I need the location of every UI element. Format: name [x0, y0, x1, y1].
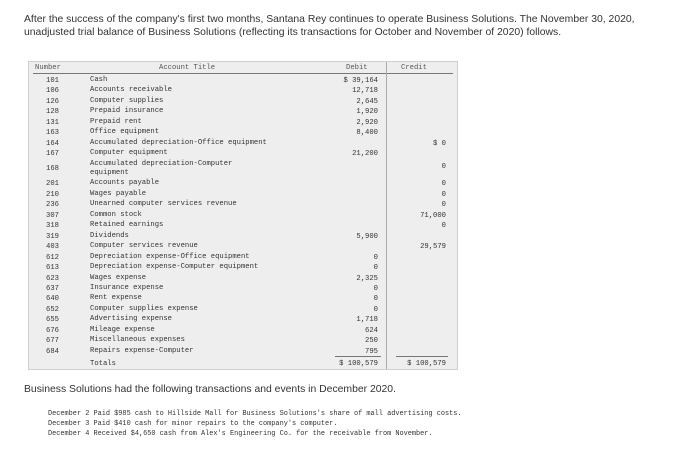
table-row: [29, 190, 457, 199]
debit-amount: 1,718: [356, 316, 378, 325]
account-number: 403: [46, 243, 59, 252]
table-row: [29, 305, 457, 314]
table-row: [29, 347, 457, 356]
totals-row: [29, 359, 457, 369]
table-row: [29, 326, 457, 335]
account-title: Depreciation expense-Computer equipment: [90, 263, 259, 272]
account-title: Wages payable: [90, 189, 147, 198]
trial-balance-table: [28, 61, 458, 370]
debit-amount: 2,325: [356, 274, 378, 283]
table-row: [29, 263, 457, 272]
account-number: 163: [46, 129, 59, 138]
account-title: Prepaid rent: [90, 117, 142, 126]
account-title: Unearned computer services revenue: [90, 200, 237, 209]
debit-amount: 12,718: [352, 87, 378, 96]
debit-amount: 0: [373, 284, 378, 293]
account-number: 623: [46, 274, 59, 283]
debit-amount: 250: [365, 337, 378, 346]
table-row: [29, 128, 457, 137]
credit-amount: 0: [441, 180, 446, 189]
header-number: Number: [35, 64, 61, 72]
transaction-line: December 2 Paid $985 cash to Hillside Mall for Business Solutions's share of mall advertising costs.: [48, 410, 462, 418]
debit-amount: 0: [373, 305, 378, 314]
credit-amount: 0: [441, 162, 446, 171]
account-number: 318: [46, 222, 59, 231]
account-number: 612: [46, 253, 59, 262]
table-row: [29, 200, 457, 209]
account-number: 164: [46, 139, 59, 148]
account-number: 652: [46, 305, 59, 314]
debit-amount: 795: [365, 347, 378, 356]
table-row: [29, 211, 457, 220]
table-row: [29, 284, 457, 293]
debit-amount: 0: [373, 253, 378, 262]
account-title: Insurance expense: [90, 283, 164, 292]
table-row: [29, 179, 457, 188]
account-title: Common stock: [90, 210, 142, 219]
table-row: [29, 97, 457, 106]
account-number: 655: [46, 316, 59, 325]
debit-amount: 624: [365, 326, 378, 335]
account-number: 307: [46, 211, 59, 220]
credit-amount: 71,000: [420, 211, 446, 220]
table-row: [29, 86, 457, 95]
account-title: Computer supplies expense: [90, 304, 198, 313]
table-row: [29, 294, 457, 303]
credit-amount: 0: [441, 190, 446, 199]
credit-amount: 0: [441, 222, 446, 231]
account-number: 168: [46, 164, 59, 173]
account-title: Computer supplies: [90, 96, 164, 105]
debit-amount: 2,645: [356, 97, 378, 106]
transaction-line: December 3 Paid $410 cash for minor repairs to the company's computer.: [48, 420, 338, 428]
account-title: Dividends: [90, 231, 129, 240]
account-number: 613: [46, 264, 59, 273]
debit-amount: 8,400: [356, 129, 378, 138]
table-row: [29, 232, 457, 241]
account-number: 319: [46, 232, 59, 241]
account-title: Computer services revenue: [90, 242, 198, 251]
account-number: 101: [46, 77, 59, 85]
transactions-heading: Business Solutions had the following transactions and events in December 2020.: [24, 384, 396, 395]
account-number: 128: [46, 108, 59, 117]
totals-credit: $ 100,579: [407, 360, 446, 368]
account-title: Accumulated depreciation-Computer equipment: [90, 159, 233, 177]
account-number: 640: [46, 295, 59, 304]
header-credit: Credit: [401, 64, 427, 72]
account-number: 106: [46, 87, 59, 96]
account-number: 677: [46, 337, 59, 346]
account-number: 210: [46, 190, 59, 199]
account-title: Prepaid insurance: [90, 107, 164, 116]
table-row: [29, 221, 457, 230]
account-number: 637: [46, 284, 59, 293]
table-row: [29, 242, 457, 251]
account-title: Advertising expense: [90, 315, 172, 324]
debit-amount: 1,920: [356, 108, 378, 117]
table-row: [29, 274, 457, 283]
header-debit: Debit: [346, 64, 368, 72]
credit-total-rule: [396, 356, 448, 357]
account-title: Cash: [90, 76, 108, 84]
account-title: Computer equipment: [90, 149, 168, 158]
credit-amount: 0: [441, 201, 446, 210]
account-number: 676: [46, 326, 59, 335]
table-row: [29, 139, 457, 148]
account-title: Accounts payable: [90, 179, 160, 188]
header-account-title: Account Title: [159, 64, 216, 72]
totals-label: Totals: [90, 360, 116, 368]
account-number: 131: [46, 118, 59, 127]
account-title: Miscellaneous expenses: [90, 336, 185, 345]
table-row: [29, 149, 457, 158]
header-divider: [33, 73, 453, 74]
account-number: 236: [46, 201, 59, 210]
table-row: [29, 315, 457, 324]
table-row: [29, 118, 457, 127]
credit-amount: $ 0: [433, 139, 446, 148]
debit-amount: 2,920: [356, 118, 378, 127]
account-title: Retained earnings: [90, 221, 164, 230]
table-row: [29, 107, 457, 116]
account-number: 201: [46, 180, 59, 189]
transaction-line: December 4 Received $4,650 cash from Alex's Engineering Co. for the receivable from November.: [48, 430, 433, 438]
account-title: Rent expense: [90, 294, 142, 303]
debit-amount: 21,200: [352, 150, 378, 159]
account-title: Depreciation expense-Office equipment: [90, 252, 250, 261]
account-title: Office equipment: [90, 128, 160, 137]
debit-amount: 0: [373, 295, 378, 304]
table-row: [29, 253, 457, 262]
debit-amount: $ 39,164: [343, 77, 378, 85]
account-number: 126: [46, 97, 59, 106]
intro-paragraph: After the success of the company's first two months, Santana Rey continues to operate Business Solutions. The November 30, 2020, unadjusted trial balance of Business Solutions (reflecting its transactions for October and November of 2020) follows.: [24, 14, 635, 38]
account-title: Accumulated depreciation-Office equipment: [90, 138, 267, 147]
totals-debit: $ 100,579: [339, 360, 378, 368]
credit-amount: 29,579: [420, 243, 446, 252]
account-number: 167: [46, 150, 59, 159]
debit-amount: 0: [373, 264, 378, 273]
account-title: Repairs expense-Computer: [90, 346, 194, 355]
account-title: Wages expense: [90, 273, 147, 282]
debit-total-rule: [335, 356, 381, 357]
debit-amount: 5,900: [356, 232, 378, 241]
account-title: Mileage expense: [90, 325, 155, 334]
account-title: Accounts receivable: [90, 86, 172, 95]
table-row: [29, 160, 457, 179]
account-number: 684: [46, 347, 59, 356]
table-row: [29, 336, 457, 345]
table-row: [29, 76, 457, 85]
